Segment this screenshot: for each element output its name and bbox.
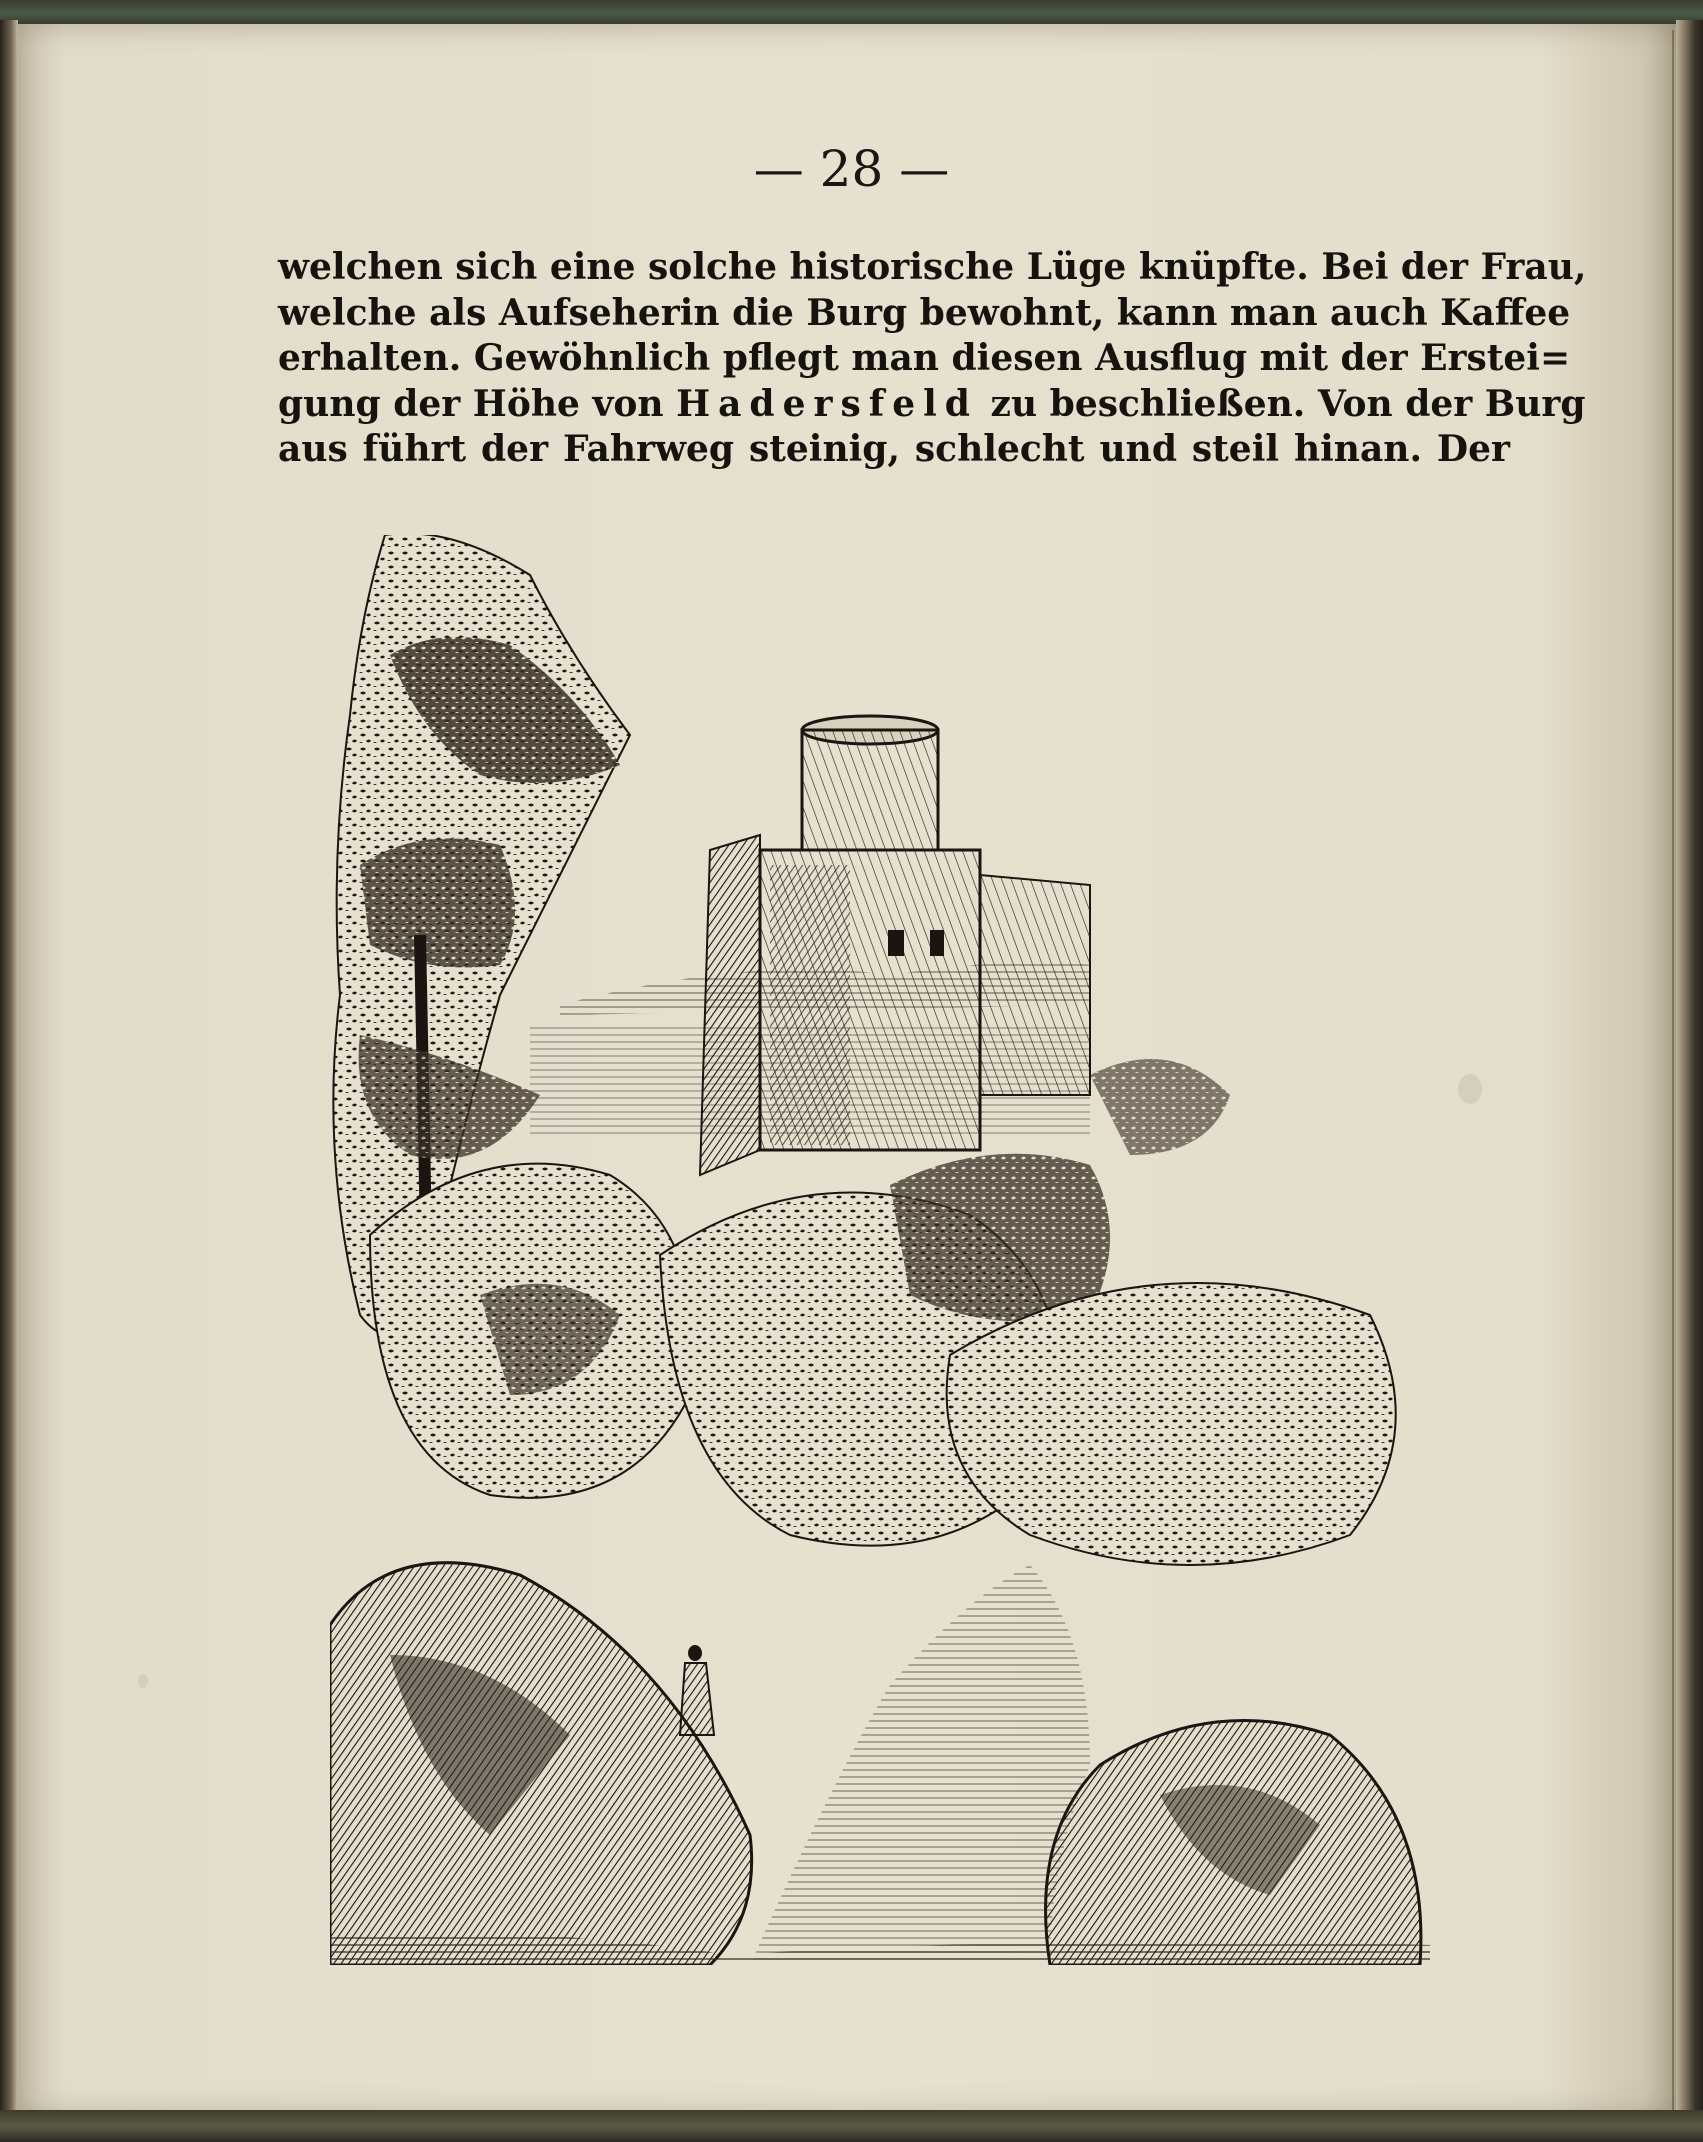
place-name-hadersfeld: Hadersfeld bbox=[676, 382, 978, 425]
body-text bbox=[278, 245, 1587, 473]
book-cover-bottom bbox=[0, 2110, 1703, 2142]
castle-engraving bbox=[330, 535, 1450, 1965]
paper-stain bbox=[138, 1674, 148, 1688]
page-fold bbox=[1672, 30, 1674, 2110]
page-number: — 28 — bbox=[753, 140, 950, 198]
text-line: welchen sich eine solche historische Lüge knüpfte. Bei der Frau, bbox=[278, 246, 1587, 288]
page-edge-right bbox=[1676, 20, 1703, 2120]
text-fragment: gung der Höhe von bbox=[278, 382, 677, 425]
text-fragment: zu beschließen. Von der Burg bbox=[977, 382, 1586, 425]
page-stack-left bbox=[0, 20, 18, 2120]
walking-figure bbox=[680, 1645, 714, 1735]
text-line: erhalten. Gewöhnlich pflegt man diesen Ausflug mit der Erstei= bbox=[278, 337, 1571, 379]
paper-stain bbox=[1458, 1074, 1482, 1104]
text-line: aus führt der Fahrweg steinig, schlecht und steil hinan. Der bbox=[278, 428, 1510, 470]
road bbox=[750, 1565, 1090, 1965]
text-line bbox=[278, 382, 1586, 428]
text-line: welche als Aufseherin die Burg bewohnt, kann man auch Kaffee bbox=[278, 291, 1571, 334]
